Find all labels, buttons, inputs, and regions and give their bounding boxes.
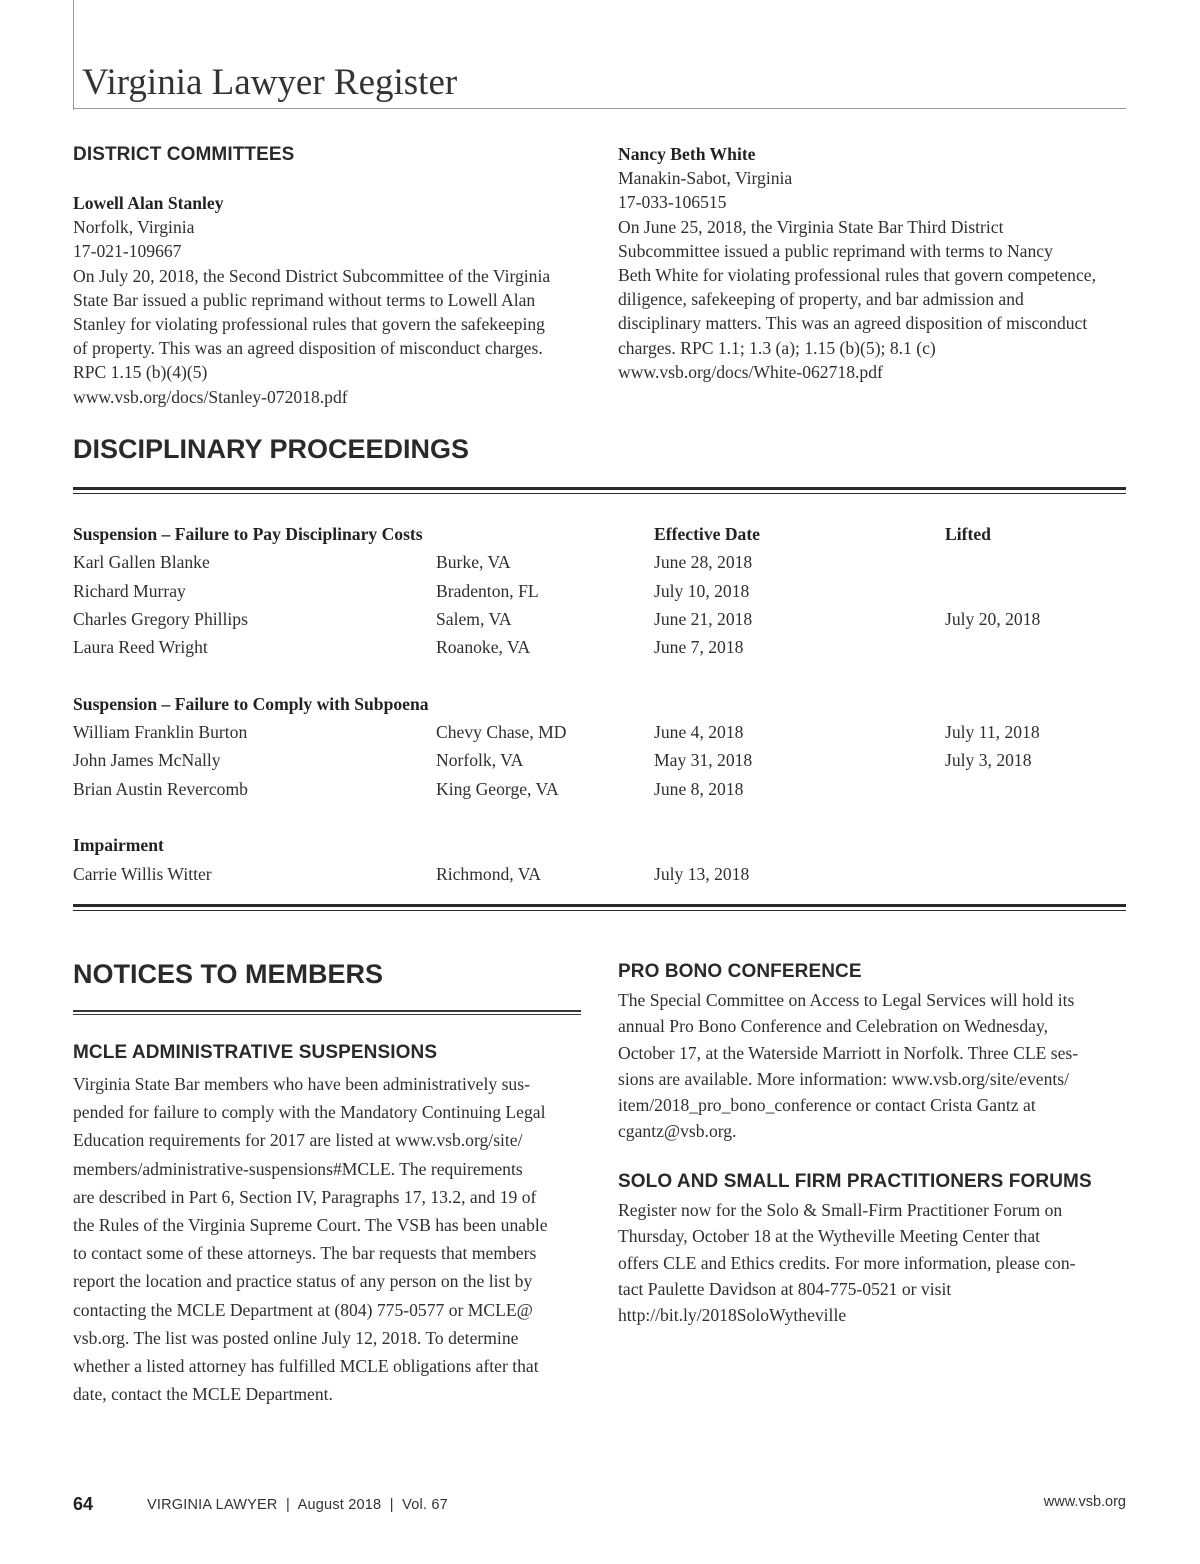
body-line: report the location and practice status of any person on the list by (73, 1271, 533, 1292)
publication-info: VIRGINIA LAWYER | August 2018 | Vol. 67 (147, 1497, 448, 1513)
table-row (73, 746, 1126, 774)
district-entry-stanley (73, 191, 550, 409)
attorney-name: Carrie Willis Witter (73, 863, 212, 884)
district-committees-heading: DISTRICT COMMITTEES (73, 144, 295, 165)
table-row (73, 633, 1126, 661)
group-header-row (73, 831, 1126, 859)
lifted-date: July 11, 2018 (945, 722, 1040, 743)
entry-text-line: RPC 1.15 (b)(4)(5) (73, 362, 208, 383)
effective-date: July 10, 2018 (654, 580, 750, 601)
entry-text-line: disciplinary matters. This was an agreed disposition of misconduct (618, 313, 1088, 334)
table-row (73, 577, 1126, 605)
document-link[interactable]: www.vsb.org/docs/Stanley-072018.pdf (73, 386, 348, 407)
docket-number: 17-033-106515 (618, 192, 727, 213)
mcle-body (73, 1070, 548, 1408)
body-line: Register now for the Solo & Small-Firm Practitioner Forum on (618, 1200, 1063, 1220)
table-row (73, 718, 1126, 746)
attorney-location: Salem, VA (436, 608, 512, 629)
group-title: Suspension – Failure to Pay Disciplinary Costs (73, 524, 423, 544)
body-line: members/administrative-suspensions#MCLE. The requirements (73, 1158, 523, 1179)
effective-date: May 31, 2018 (654, 750, 753, 771)
lifted-date: July 3, 2018 (945, 750, 1032, 771)
entry-text-line: On June 25, 2018, the Virginia State Bar Third District (618, 216, 1004, 237)
entry-text-line: Beth White for violating professional rules that govern competence, (618, 265, 1096, 286)
table-row (73, 860, 1126, 888)
body-line: Virginia State Bar members who have been administratively sus- (73, 1074, 530, 1094)
body-line: annual Pro Bono Conference and Celebration on Wednesday, (618, 1016, 1048, 1037)
body-line: item/2018_pro_bono_conference or contact Crista Gantz at (618, 1095, 1036, 1116)
entry-text-line: Subcommittee issued a public reprimand with terms to Nancy (618, 240, 1053, 261)
table-row (73, 605, 1126, 633)
attorney-name: Brian Austin Revercomb (73, 778, 248, 799)
body-line: Education requirements for 2017 are listed at www.vsb.org/site/ (73, 1130, 523, 1151)
table-spacer (73, 803, 1126, 831)
respondent-location: Norfolk, Virginia (73, 217, 195, 238)
lifted-date: July 20, 2018 (945, 608, 1041, 629)
docket-number: 17-021-109667 (73, 241, 182, 262)
group-title: Impairment (73, 835, 164, 856)
effective-date: June 8, 2018 (654, 778, 744, 799)
entry-text-line: Stanley for violating professional rules that govern the safekeeping (73, 314, 545, 335)
attorney-name: Laura Reed Wright (73, 637, 208, 658)
attorney-location: Norfolk, VA (436, 750, 524, 771)
respondent-name: Nancy Beth White (618, 144, 756, 164)
respondent-name: Lowell Alan Stanley (73, 193, 224, 213)
section-double-rule (73, 487, 1126, 494)
disciplinary-proceedings-heading: DISCIPLINARY PROCEEDINGS (73, 434, 470, 464)
body-line: to contact some of these attorneys. The bar requests that members (73, 1243, 537, 1264)
effective-date: June 28, 2018 (654, 552, 753, 573)
body-line: date, contact the MCLE Department. (73, 1384, 333, 1405)
entry-text-line: On July 20, 2018, the Second District Subcommittee of the Virginia (73, 265, 551, 286)
body-line: the Rules of the Virginia Supreme Court. The VSB has been unable (73, 1215, 548, 1236)
document-link[interactable]: www.vsb.org/docs/White-062718.pdf (618, 361, 883, 382)
header-rule (73, 108, 1126, 109)
attorney-name: William Franklin Burton (73, 722, 248, 743)
body-line: tact Paulette Davidson at 804-775-0521 or visit (618, 1278, 952, 1299)
pro-bono-heading: PRO BONO CONFERENCE (618, 961, 862, 982)
body-line: October 17, at the Waterside Marriott in Norfolk. Three CLE ses- (618, 1042, 1079, 1063)
attorney-location: Richmond, VA (436, 863, 541, 884)
section-double-rule (73, 904, 1126, 911)
header-rule-vertical (73, 0, 74, 110)
column-header-effective: Effective Date (654, 524, 760, 544)
page-title: Virginia Lawyer Register (82, 62, 458, 103)
column-header-lifted: Lifted (945, 524, 991, 544)
entry-text-line: of property. This was an agreed disposition of misconduct charges. (73, 338, 543, 359)
attorney-location: Burke, VA (436, 552, 511, 573)
table-row (73, 775, 1126, 803)
attorney-location: Bradenton, FL (436, 580, 539, 601)
body-line: cgantz@vsb.org. (618, 1121, 737, 1142)
page-number: 64 (73, 1494, 94, 1514)
proceedings-table (73, 520, 1126, 888)
body-line: The Special Committee on Access to Legal Services will hold its (618, 990, 1075, 1010)
body-line: contacting the MCLE Department at (804) 775-0577 or MCLE@ (73, 1299, 533, 1320)
attorney-name: Karl Gallen Blanke (73, 552, 210, 573)
body-line: Thursday, October 18 at the Wytheville Meeting Center that (618, 1226, 1041, 1247)
effective-date: June 4, 2018 (654, 722, 744, 743)
district-entry-white (618, 142, 1096, 384)
body-line: whether a listed attorney has fulfilled MCLE obligations after that (73, 1356, 539, 1377)
attorney-location: Chevy Chase, MD (436, 722, 567, 743)
table-header-row (73, 520, 1126, 548)
table-spacer (73, 661, 1126, 689)
body-line: offers CLE and Ethics credits. For more information, please con- (618, 1252, 1076, 1273)
body-line: http://bit.ly/2018SoloWytheville (618, 1305, 847, 1326)
body-line: are described in Part 6, Section IV, Paragraphs 17, 13.2, and 19 of (73, 1186, 537, 1207)
pro-bono-body (618, 987, 1078, 1145)
table-row (73, 548, 1126, 576)
group-title: Suspension – Failure to Comply with Subpoena (73, 693, 429, 714)
effective-date: July 13, 2018 (654, 863, 750, 884)
site-url[interactable]: www.vsb.org (1043, 1494, 1126, 1510)
effective-date: June 7, 2018 (654, 637, 744, 658)
attorney-location: Roanoke, VA (436, 637, 531, 658)
entry-text-line: State Bar issued a public reprimand without terms to Lowell Alan (73, 289, 536, 310)
attorney-name: Richard Murray (73, 580, 186, 601)
group-header-row (73, 690, 1126, 718)
entry-text-line: charges. RPC 1.1; 1.3 (a); 1.15 (b)(5); 8.1 (c) (618, 337, 936, 358)
solo-forums-heading: SOLO AND SMALL FIRM PRACTITIONERS FORUMS (618, 1171, 1092, 1192)
attorney-location: King George, VA (436, 778, 559, 799)
notices-heading: NOTICES TO MEMBERS (73, 959, 384, 989)
entry-text-line: diligence, safekeeping of property, and bar admission and (618, 289, 1024, 310)
attorney-name: John James McNally (73, 750, 221, 771)
body-line: vsb.org. The list was posted online July 12, 2018. To determine (73, 1327, 519, 1348)
respondent-location: Manakin-Sabot, Virginia (618, 168, 793, 189)
body-line: sions are available. More information: www.vsb.org/site/events/ (618, 1068, 1069, 1089)
notices-double-rule (73, 1010, 581, 1015)
effective-date: June 21, 2018 (654, 608, 753, 629)
solo-forums-body (618, 1197, 1075, 1328)
attorney-name: Charles Gregory Phillips (73, 608, 248, 629)
body-line: pended for failure to comply with the Mandatory Continuing Legal (73, 1102, 546, 1123)
mcle-heading: MCLE ADMINISTRATIVE SUSPENSIONS (73, 1042, 438, 1063)
